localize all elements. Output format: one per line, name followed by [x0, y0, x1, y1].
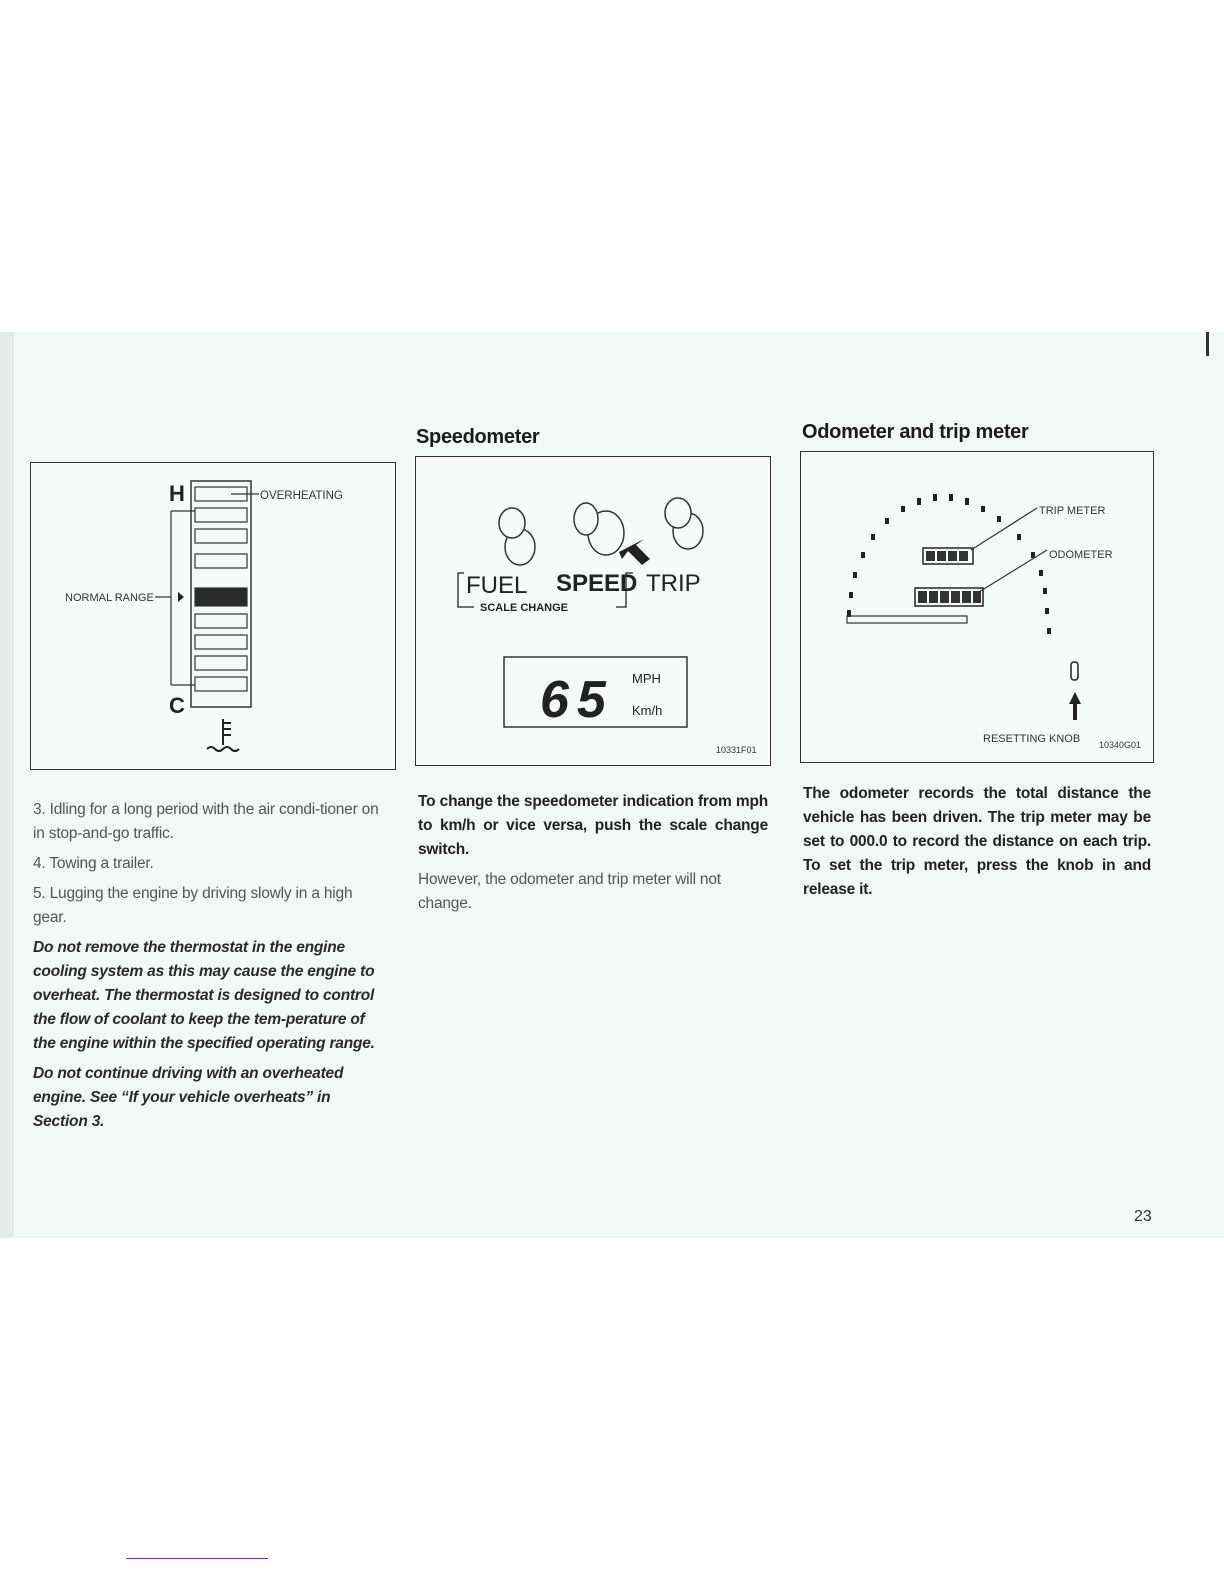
speed-knob-icon	[574, 503, 624, 555]
trip-meter-label: TRIP METER	[1039, 505, 1106, 517]
normal-range-arrow-icon	[178, 592, 184, 602]
fuel-label: FUEL	[466, 572, 528, 599]
figure-code: 10331F01	[716, 745, 757, 755]
gauge-segments	[195, 487, 247, 691]
thermostat-warning: Do not remove the thermostat in the engine cooling system as this may cause the engine to overheat. The thermostat is designed to control the flow of coolant to keep the tem-perature of the engine within the specified operating range.	[33, 939, 375, 1052]
speedometer-text	[418, 790, 768, 922]
speedometer-heading: Speedometer	[416, 426, 540, 448]
gauge-current-level	[195, 588, 247, 606]
odometer-illustration	[801, 452, 1153, 762]
odometer-text	[803, 782, 1151, 908]
press-arrow-icon	[619, 539, 650, 565]
odometer-label: ODOMETER	[1049, 549, 1113, 561]
page-number: 23	[1134, 1208, 1152, 1225]
list-item: 3. Idling for a long period with the air condi-tioner on in stop-and-go traffic.	[33, 801, 379, 842]
odometer-heading: Odometer and trip meter	[802, 421, 1029, 443]
speedometer-instruction: To change the speedometer indication from mph to km/h or vice versa, push the scale change switch.	[418, 793, 768, 858]
page-right-edge-mark	[1206, 332, 1209, 356]
bottom-rule	[126, 1558, 268, 1559]
left-column-text	[33, 798, 385, 1140]
gauge-cold-label: C	[169, 693, 185, 718]
page-left-edge	[0, 332, 14, 1238]
speedometer-figure	[415, 456, 771, 766]
gauge-high-label: H	[169, 481, 185, 506]
temperature-gauge-illustration	[31, 463, 395, 769]
list-item: 5. Lugging the engine by driving slowly in a high gear.	[33, 885, 353, 926]
speed-needle	[847, 616, 967, 623]
odometer-description: The odometer records the total distance the vehicle has been driven. The trip meter may be set to 000.0 to record the distance on each trip. To set the trip meter, press the knob in and release it.	[803, 785, 1151, 898]
odometer-figure	[800, 451, 1154, 763]
speed-label: SPEED	[556, 570, 638, 597]
list-item: 4. Towing a trailer.	[33, 855, 154, 872]
resetting-knob-icon	[1071, 662, 1078, 680]
overheat-warning: Do not continue driving with an overheated engine. See “If your vehicle overheats” in Section 3.	[33, 1065, 344, 1130]
speedometer-note: However, the odometer and trip meter will not change.	[418, 871, 721, 912]
speedometer-illustration	[416, 457, 770, 765]
resetting-knob-label: RESETTING KNOB	[983, 733, 1081, 745]
press-up-arrow-icon	[1069, 692, 1081, 720]
fuel-knob-icon	[499, 508, 535, 565]
normal-range-label: NORMAL RANGE	[65, 592, 154, 604]
scale-change-label: SCALE CHANGE	[480, 602, 569, 614]
overheating-label: OVERHEATING	[260, 490, 343, 502]
speed-display-value: 65	[540, 671, 614, 729]
unit-mph-label: MPH	[632, 671, 661, 686]
trip-label: TRIP	[646, 570, 701, 597]
figure-code: 10340G01	[1099, 740, 1142, 750]
coolant-temperature-icon	[207, 719, 239, 751]
temperature-gauge-figure	[30, 462, 396, 770]
trip-knob-icon	[665, 498, 703, 549]
unit-kmh-label: Km/h	[632, 703, 663, 718]
